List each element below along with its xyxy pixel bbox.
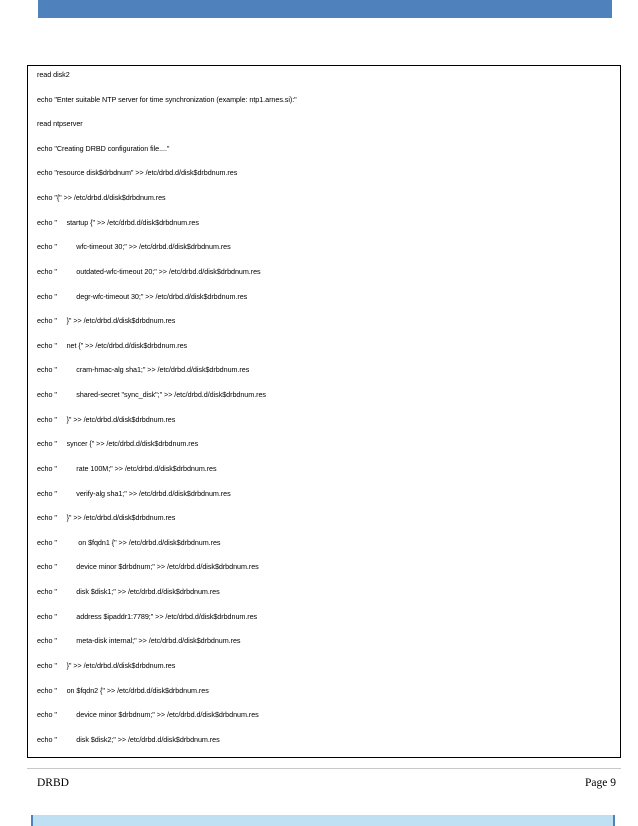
code-line: echo " syncer {" >> /etc/drbd.d/disk$drbdnum.res xyxy=(37,439,199,449)
footer-divider xyxy=(27,768,621,769)
code-line: echo " degr-wfc-timeout 30;" >> /etc/drbd.d/disk$drbdnum.res xyxy=(37,291,248,301)
footer-accent-bar xyxy=(31,815,615,826)
code-line: echo " }" >> /etc/drbd.d/disk$drbdnum.res xyxy=(37,414,176,424)
code-line: echo " outdated-wfc-timeout 20;" >> /etc/drbd.d/disk$drbdnum.res xyxy=(37,266,261,276)
code-line: echo " meta-disk internal;" >> /etc/drbd.d/disk$drbdnum.res xyxy=(37,636,241,646)
code-line: echo " address $ipaddr1:7789;" >> /etc/drbd.d/disk$drbdnum.res xyxy=(37,611,258,621)
code-line: echo " shared-secret "sync_disk";" >> /etc/drbd.d/disk$drbdnum.res xyxy=(37,390,266,400)
code-line: echo "resource disk$drbdnum" >> /etc/drbd.d/disk$drbdnum.res xyxy=(37,168,238,178)
code-line: echo " cram-hmac-alg sha1;" >> /etc/drbd.d/disk$drbdnum.res xyxy=(37,365,250,375)
code-line: echo " device minor $drbdnum;" >> /etc/drbd.d/disk$drbdnum.res xyxy=(37,710,259,720)
code-line: echo " verify-alg sha1;" >> /etc/drbd.d/disk$drbdnum.res xyxy=(37,488,231,498)
code-line: echo " }" >> /etc/drbd.d/disk$drbdnum.res xyxy=(37,316,176,326)
code-line: echo " startup {" >> /etc/drbd.d/disk$drbdnum.res xyxy=(37,217,199,227)
code-line: read ntpserver xyxy=(37,119,83,129)
code-line: echo " disk $disk2;" >> /etc/drbd.d/disk$drbdnum.res xyxy=(37,734,220,744)
code-line: read disk2 xyxy=(37,70,70,79)
code-listing-box xyxy=(27,65,621,758)
code-line: echo " on $fqdn2 {" >> /etc/drbd.d/disk$drbdnum.res xyxy=(37,685,209,695)
code-line: echo "{" >> /etc/drbd.d/disk$drbdnum.res xyxy=(37,193,166,203)
code-line: echo " net {" >> /etc/drbd.d/disk$drbdnum.res xyxy=(37,340,188,350)
code-line: echo "Creating DRBD configuration file...." xyxy=(37,143,170,153)
code-line: echo " }" >> /etc/drbd.d/disk$drbdnum.res xyxy=(37,660,176,670)
code-line: echo " device minor $drbdnum;" >> /etc/drbd.d/disk$drbdnum.res xyxy=(37,562,259,572)
code-line: echo " on $fqdn1 {" >> /etc/drbd.d/disk$drbdnum.res xyxy=(37,537,221,547)
code-line: echo "Enter suitable NTP server for time synchronization (example: ntp1.arnes.si):" xyxy=(37,94,297,104)
code-line: echo " wfc-timeout 30;" >> /etc/drbd.d/disk$drbdnum.res xyxy=(37,242,231,252)
footer-document-title: DRBD xyxy=(37,777,69,789)
code-line: echo " }" >> /etc/drbd.d/disk$drbdnum.res xyxy=(37,513,176,523)
footer-page-number: Page 9 xyxy=(585,777,616,789)
code-line: echo " rate 100M;" >> /etc/drbd.d/disk$drbdnum.res xyxy=(37,463,217,473)
header-accent-bar xyxy=(38,0,612,18)
code-line: echo " disk $disk1;" >> /etc/drbd.d/disk$drbdnum.res xyxy=(37,587,220,597)
